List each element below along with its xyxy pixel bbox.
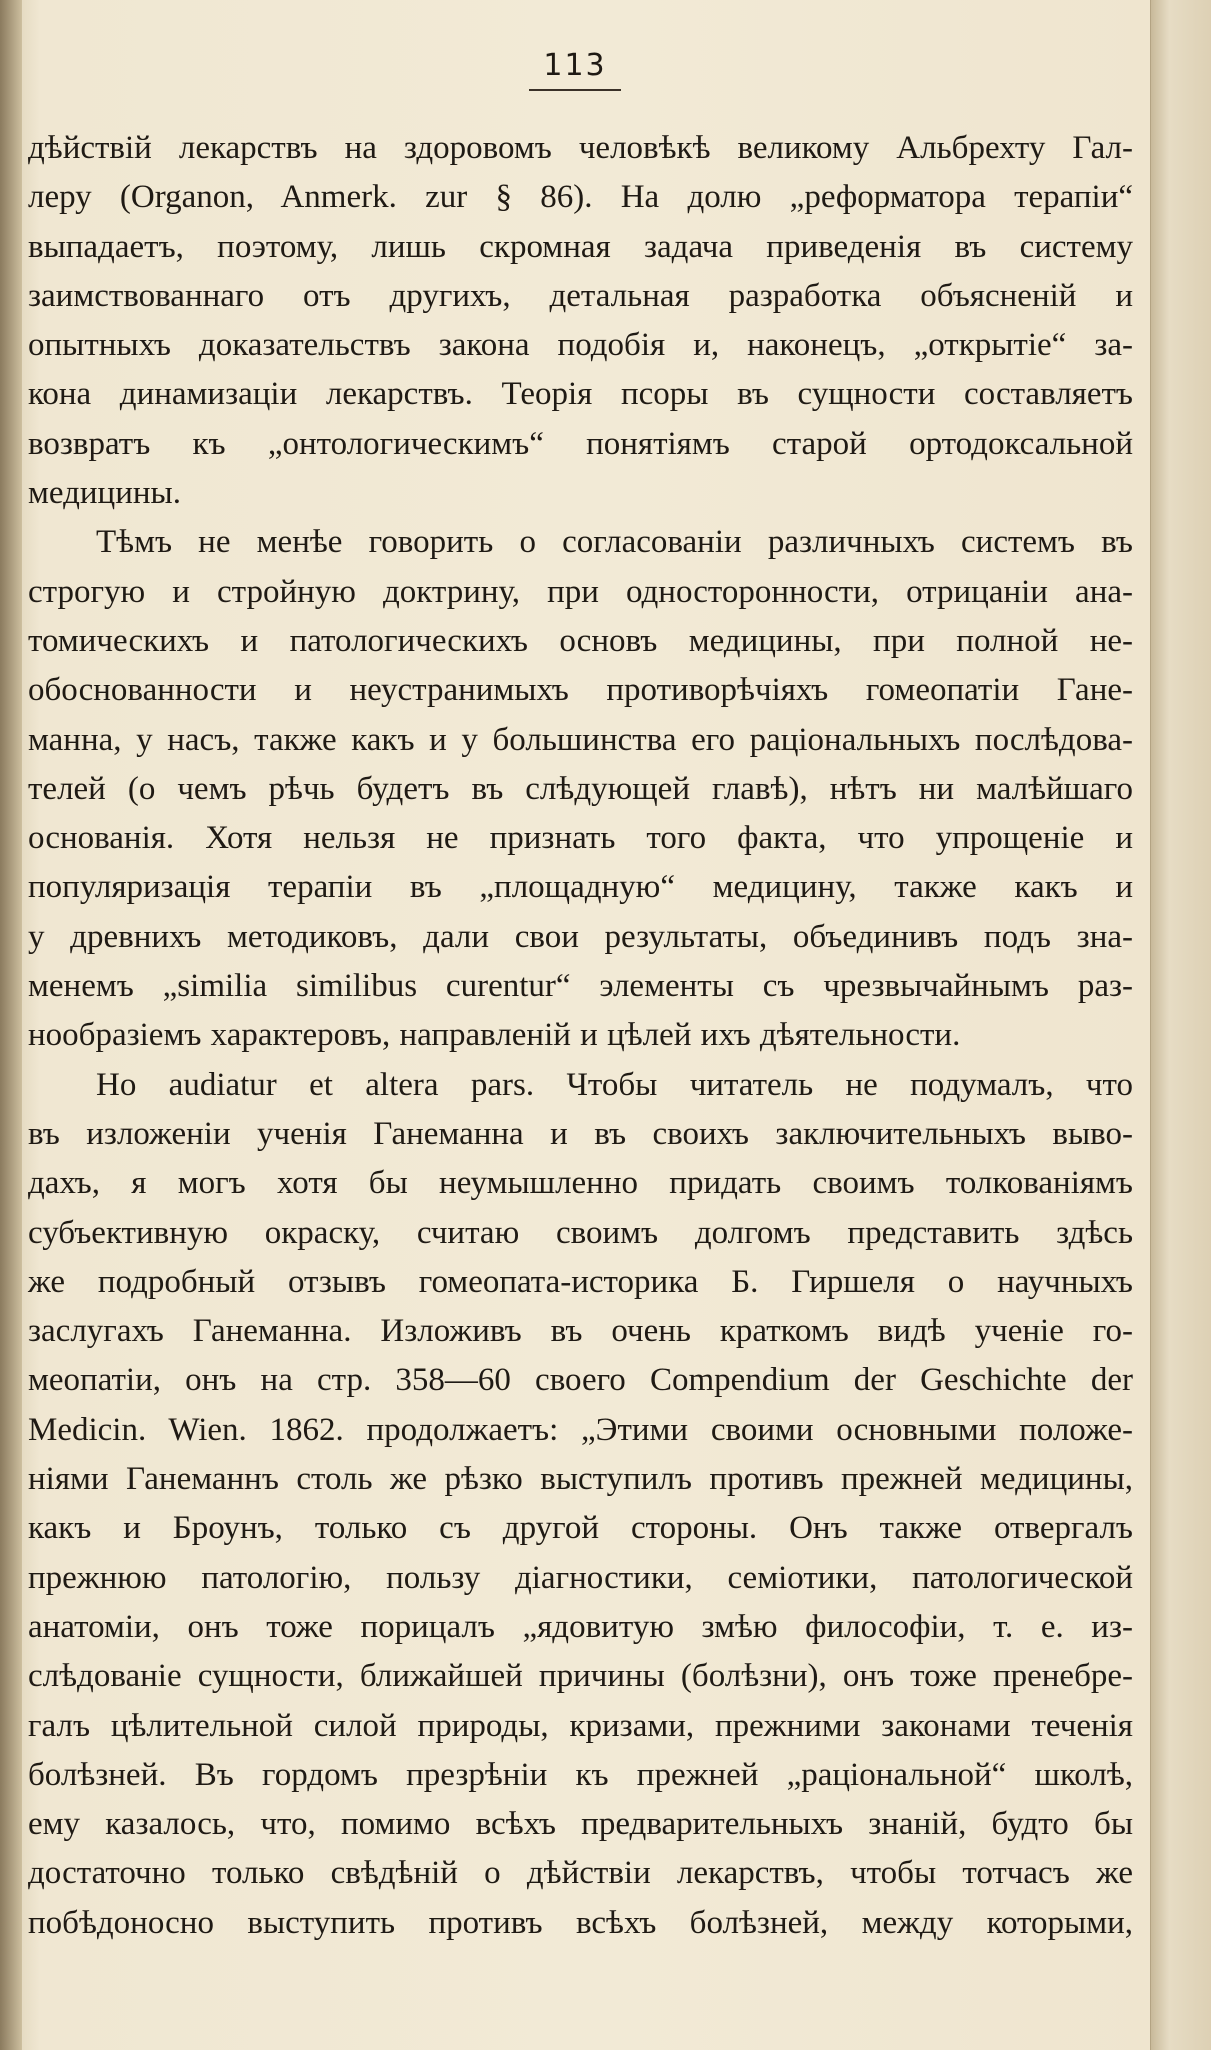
page-binding-shadow: [0, 0, 22, 2050]
body-text: [28, 124, 1133, 1948]
text-line: кона динамизаціи лекарствъ. Теорія псоры въ сущности составляетъ: [28, 376, 1133, 413]
text-line: телей (о чемъ рѣчь будетъ въ слѣдующей главѣ), нѣтъ ни малѣйшаго: [28, 770, 1133, 807]
text-line: Medicin. Wien. 1862. продолжаетъ: „Этими своими основными положе-: [28, 1411, 1133, 1448]
text-line: ніями Ганеманнъ столь же рѣзко выступилъ противъ прежней медицины,: [28, 1461, 1133, 1498]
text-line: Но audiatur et altera pars. Чтобы читатель не подумалъ, что: [96, 1066, 1133, 1103]
text-line: въ изложеніи ученія Ганеманна и въ своихъ заключительныхъ выво-: [28, 1115, 1133, 1152]
text-line: дахъ, я могъ хотя бы неумышленно придать своимъ толкованіямъ: [28, 1165, 1133, 1202]
text-line: строгую и стройную доктрину, при односторонности, отрицаніи ана-: [28, 573, 1133, 610]
text-line: у древнихъ методиковъ, дали свои результаты, объединивъ подъ зна-: [28, 918, 1133, 955]
text-line: возвратъ къ „онтологическимъ“ понятіямъ старой ортодоксальной: [28, 425, 1133, 462]
text-line: томическихъ и патологическихъ основъ медицины, при полной не-: [28, 622, 1133, 659]
text-line: манна, у насъ, также какъ и у большинства его раціональныхъ послѣдова-: [28, 721, 1133, 758]
text-line: слѣдованіе сущности, ближайшей причины (болѣзни), онъ тоже пренебре-: [28, 1658, 1133, 1695]
text-line: основанія. Хотя нельзя не признать того факта, что упрощеніе и: [28, 820, 1133, 857]
page-number: [0, 48, 1150, 91]
text-line: обоснованности и неустранимыхъ противорѣчіяхъ гомеопатіи Гане-: [28, 672, 1133, 709]
text-line: же подробный отзывъ гомеопата-историка Б. Гиршеля о научныхъ: [28, 1263, 1133, 1300]
text-line: достаточно только свѣдѣній о дѣйствіи лекарствъ, чтобы тотчасъ же: [28, 1855, 1133, 1892]
text-line: заслугахъ Ганеманна. Изложивъ въ очень краткомъ видѣ ученіе го-: [28, 1313, 1133, 1350]
text-line: опытныхъ доказательствъ закона подобія и, наконецъ, „открытіе“ за-: [28, 327, 1133, 364]
text-line: прежнюю патологію, пользу діагностики, семіотики, патологической: [28, 1559, 1133, 1596]
text-line: нообразіемъ характеровъ, направленій и цѣлей ихъ дѣятельности.: [28, 1017, 961, 1054]
text-line: Тѣмъ не менѣе говорить о согласованіи различныхъ системъ въ: [96, 524, 1133, 561]
text-line: медицины.: [28, 475, 181, 512]
text-line: дѣйствій лекарствъ на здоровомъ человѣкѣ великому Альбрехту Гал-: [28, 130, 1133, 166]
text-line: заимствованнаго отъ другихъ, детальная разработка объясненій и: [28, 277, 1133, 314]
page-right-edge: [1150, 0, 1211, 2050]
text-line: субъективную окраску, считаю своимъ долгомъ представить здѣсь: [28, 1214, 1133, 1251]
text-line: менемъ „similia similibus curentur“ элементы съ чрезвычайнымъ раз-: [28, 968, 1133, 1005]
text-line: выпадаетъ, поэтому, лишь скромная задача приведенія въ систему: [28, 228, 1133, 265]
text-line: галъ цѣлительной силой природы, кризами, прежними законами теченія: [28, 1707, 1133, 1744]
text-line: побѣдоносно выступить противъ всѣхъ болѣзней, между которыми,: [28, 1904, 1133, 1941]
text-line: меопатіи, онъ на стр. 358—60 своего Compendium der Geschichte der: [28, 1362, 1133, 1399]
text-line: болѣзней. Въ гордомъ презрѣніи къ прежней „раціональной“ школѣ,: [28, 1756, 1133, 1793]
text-line: ему казалось, что, помимо всѣхъ предварительныхъ знаній, будто бы: [28, 1806, 1133, 1843]
text-line: анатоміи, онъ тоже порицалъ „ядовитую змѣю философіи, т. е. из-: [28, 1608, 1133, 1645]
text-line: какъ и Броунъ, только съ другой стороны. Онъ также отвергалъ: [28, 1510, 1133, 1547]
page-number-text: 113: [529, 48, 620, 91]
text-line: леру (Organon, Anmerk. zur § 86). На долю „реформатора терапіи“: [28, 179, 1133, 216]
text-line: популяризація терапіи въ „площадную“ медицину, также какъ и: [28, 869, 1133, 906]
